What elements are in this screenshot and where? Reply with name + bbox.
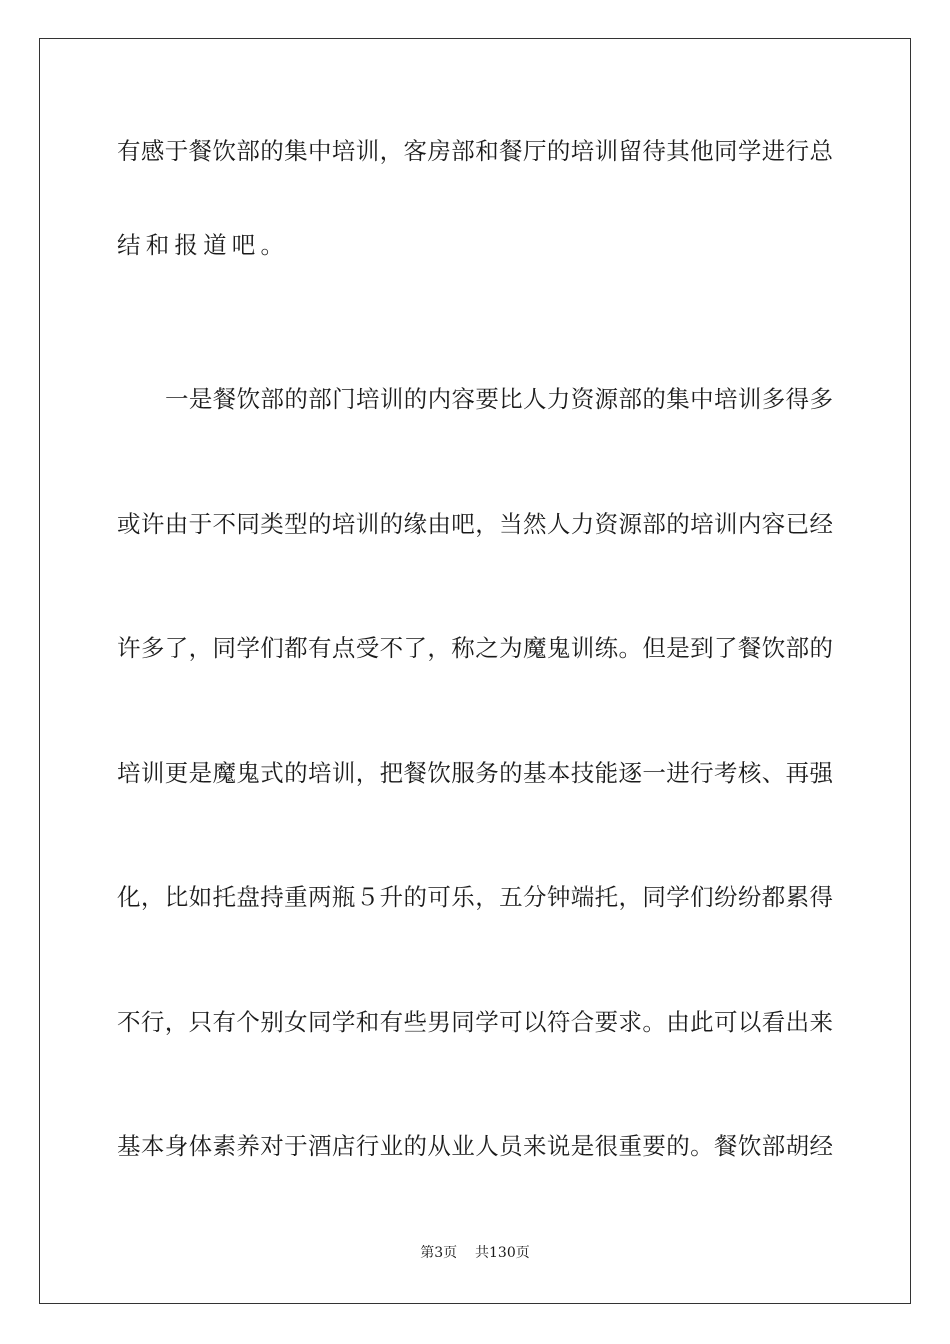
paragraph-line-7: 化，比如托盘持重两瓶５升的可乐，五分钟端托，同学们纷纷都累得 <box>117 883 833 911</box>
paragraph-line-9: 基本身体素养对于酒店行业的从业人员来说是很重要的。餐饮部胡经 <box>117 1132 833 1160</box>
paragraph-line-1: 有感于餐饮部的集中培训，客房部和餐厅的培训留待其他同学进行总 <box>117 137 833 165</box>
page-number: 第3页 <box>420 1245 458 1261</box>
paragraph-line-5: 许多了，同学们都有点受不了，称之为魔鬼训练。但是到了餐饮部的 <box>117 634 833 662</box>
paragraph-line-2: 结和报道吧。 <box>117 231 290 259</box>
page-footer <box>0 1243 950 1263</box>
paragraph-line-8: 不行，只有个别女同学和有些男同学可以符合要求。由此可以看出来 <box>117 1008 833 1036</box>
paragraph-line-3: 一是餐饮部的部门培训的内容要比人力资源部的集中培训多得多 <box>165 385 833 413</box>
page-total: 共130页 <box>475 1245 530 1261</box>
paragraph-line-4: 或许由于不同类型的培训的缘由吧，当然人力资源部的培训内容已经 <box>117 510 833 538</box>
paragraph-line-6: 培训更是魔鬼式的培训，把餐饮服务的基本技能逐一进行考核、再强 <box>117 759 833 787</box>
page-border <box>39 38 911 1304</box>
